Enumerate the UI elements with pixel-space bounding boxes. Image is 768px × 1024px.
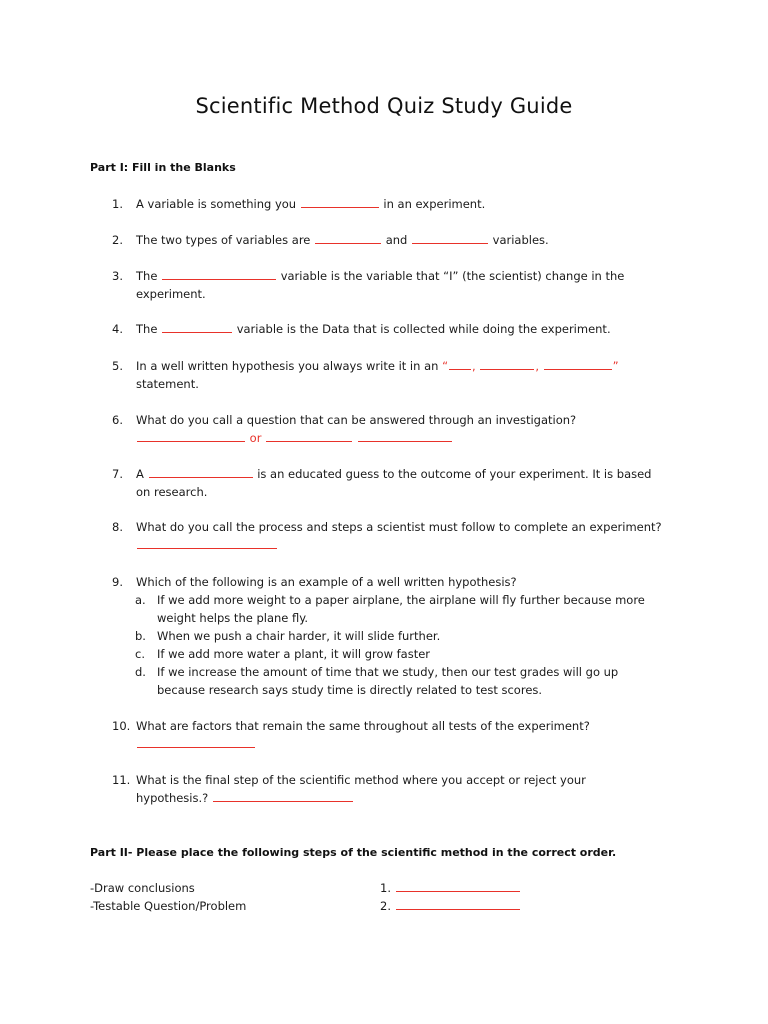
question-text: Which of the following is an example of a well written hypothesis?: [136, 575, 517, 589]
question-text: on research.: [136, 485, 208, 499]
answer-blank[interactable]: [396, 881, 520, 892]
answer-blank[interactable]: [449, 359, 471, 370]
answer-blank[interactable]: [162, 322, 232, 333]
close-quote: ”: [612, 359, 619, 373]
option-text: If we increase the amount of time that we study, then our test grades will go up: [157, 665, 619, 679]
step-item: -Draw conclusions: [90, 881, 195, 895]
question-text: The: [136, 322, 158, 336]
question-text: The: [136, 269, 158, 283]
part2-heading: Part II- Please place the following steps of the scientific method in the correct order.: [90, 846, 617, 859]
order-answer-1: [380, 879, 521, 897]
open-quote: “: [442, 359, 449, 373]
option-letter: b.: [135, 629, 146, 643]
option-text: If we add more water a plant, it will grow faster: [157, 647, 431, 661]
question-number: 8.: [112, 520, 123, 534]
answer-blank[interactable]: [396, 899, 520, 910]
question-text: variable is the Data that is collected while doing the experiment.: [236, 322, 611, 336]
option-text: weight helps the plane fly.: [157, 611, 309, 625]
answer-blank[interactable]: [358, 431, 452, 442]
question-number: 9.: [112, 575, 123, 589]
answer-blank[interactable]: [137, 538, 277, 549]
option-letter: d.: [135, 665, 146, 679]
question-number: 4.: [112, 322, 123, 336]
or-text: or: [249, 431, 262, 445]
question-text: A: [136, 467, 144, 481]
question-number: 3.: [112, 269, 123, 283]
option-letter: a.: [135, 593, 146, 607]
option-text: because research says study time is directly related to test scores.: [157, 683, 543, 697]
option-letter: c.: [135, 647, 145, 661]
question-number: 11.: [112, 773, 131, 787]
question-text: What is the final step of the scientific method where you accept or reject your: [136, 773, 586, 787]
comma: ,: [535, 359, 539, 373]
answer-blank[interactable]: [137, 431, 245, 442]
question-text: What are factors that remain the same throughout all tests of the experiment?: [136, 719, 590, 733]
question-text: variable is the variable that “I” (the scientist) change in the: [280, 269, 625, 283]
order-number: 1.: [380, 881, 391, 895]
answer-blank[interactable]: [149, 467, 253, 478]
order-number: 2.: [380, 899, 391, 913]
question-text: A variable is something you: [136, 197, 297, 211]
question-text: hypothesis.?: [136, 791, 209, 805]
option-text: If we add more weight to a paper airplane, the airplane will fly further because more: [157, 593, 645, 607]
question-text: experiment.: [136, 287, 206, 301]
question-number: 6.: [112, 413, 123, 427]
question-text: The two types of variables are: [136, 233, 311, 247]
answer-blank[interactable]: [266, 431, 352, 442]
question-number: 2.: [112, 233, 123, 247]
question-text: What do you call the process and steps a scientist must follow to complete an experiment?: [136, 520, 662, 534]
answer-blank[interactable]: [162, 269, 276, 280]
question-text: is an educated guess to the outcome of your experiment. It is based: [257, 467, 652, 481]
part1-heading: Part I: Fill in the Blanks: [90, 161, 236, 174]
question-number: 7.: [112, 467, 123, 481]
question-text: variables.: [492, 233, 549, 247]
question-text: statement.: [136, 377, 199, 391]
answer-blank[interactable]: [544, 359, 612, 370]
question-text: In a well written hypothesis you always write it in an: [136, 359, 439, 373]
answer-blank[interactable]: [412, 233, 488, 244]
question-number: 5.: [112, 359, 123, 373]
question-number: 10.: [112, 719, 131, 733]
page-title: Scientific Method Quiz Study Guide: [195, 94, 573, 118]
answer-blank[interactable]: [137, 737, 255, 748]
order-answer-2: [380, 897, 521, 915]
question-number: 1.: [112, 197, 123, 211]
answer-blank[interactable]: [213, 791, 353, 802]
option-text: When we push a chair harder, it will slide further.: [157, 629, 441, 643]
question-text: What do you call a question that can be answered through an investigation?: [136, 413, 577, 427]
answer-blank[interactable]: [315, 233, 381, 244]
question-text: in an experiment.: [383, 197, 486, 211]
question-text: and: [385, 233, 408, 247]
comma: ,: [472, 359, 476, 373]
step-item: -Testable Question/Problem: [90, 899, 247, 913]
answer-blank[interactable]: [301, 197, 379, 208]
answer-blank[interactable]: [480, 359, 534, 370]
